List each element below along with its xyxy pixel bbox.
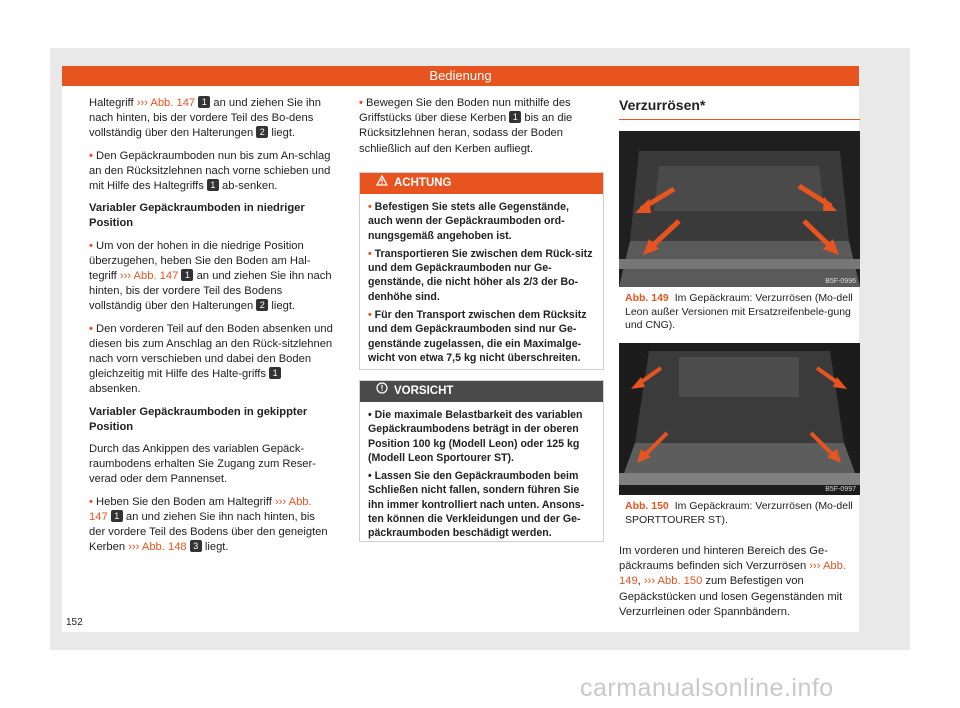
bullet-icon: • (89, 322, 93, 335)
list-item: • Die maximale Belastbarkeit des variablen Gepäckraumbodens beträgt in der oberen Position 100 kg (Modell Leon) oder 125 kg (Modell Leon Sportourer ST). (368, 409, 583, 464)
watermark-bar (0, 672, 960, 708)
page-number: 152 (66, 617, 83, 628)
callout-number: 3 (190, 540, 202, 552)
column-2 (359, 96, 603, 164)
list-item: • Transportieren Sie zwischen dem Rück-sitz und dem Gepäckraumboden nur Ge-genstände, die nicht höher als 2/3 der Bo-denhöhe sind. (368, 247, 593, 303)
column-1 (89, 96, 333, 562)
section-title: Verzurrösen* (619, 97, 706, 113)
bullet-icon: • (89, 495, 93, 508)
section-rule (619, 119, 860, 120)
figure-caption: Abb. 149 Im Gepäckraum: Verzurrösen (Mo-dell Leon außer Versionen mit Ersatzreifenbele-gung und CNG). (625, 292, 853, 331)
callout-number: 1 (269, 367, 281, 379)
bullet-icon: • (359, 97, 363, 109)
list-item: • Lassen Sie den Gepäckraumboden beim Schließen nicht fallen, sondern führen Sie ihn immer kontrolliert nach unten. Ansons-ten können die Verkleidungen und der Ge-päckraumboden beschädigt werden. (368, 470, 585, 540)
paragraph: Im vorderen und hinteren Bereich des Ge-päckraums befinden sich Verzurrösen ››› Abb. 149, ››› Abb. 150 zum Befestigen von Gepäckstücken und losen Gegenständen mit Verzurrleinen oder Spannbändern. (619, 545, 846, 618)
caution-header: VORSICHT (360, 381, 603, 402)
trunk-photo-leon (619, 131, 860, 287)
watermark-text: carmanualsonline.info (580, 674, 834, 702)
subheading: Variabler Gepäckraumboden in niedriger Position (89, 202, 305, 230)
callout-number: 1 (207, 179, 219, 191)
figure-label: Abb. 149 (625, 292, 669, 304)
warning-box (359, 172, 604, 370)
paragraph: Haltegriff ››› Abb. 147 1 an und ziehen Sie ihn nach hinten, bis der vordere Teil des Bo-dens vollständig über den Halterungen 2 liegt. (89, 97, 321, 140)
figure-reference[interactable]: ››› Abb. 149 (619, 560, 846, 588)
caution-body (360, 402, 603, 551)
warning-body (360, 194, 603, 375)
callout-number: 1 (111, 510, 123, 522)
callout-number: 2 (256, 299, 268, 311)
callout-number: 1 (198, 96, 210, 108)
list-item: • Für den Transport zwischen dem Rücksitz und dem Gepäckraumboden sind nur Ge-genstände zugelassen, die ein Maximalge-wicht von etwa 7,5 kg nicht überschreiten. (368, 309, 587, 364)
image-code: B5F-0996 (825, 278, 856, 285)
figure-reference[interactable]: ››› Abb. 148 (128, 541, 190, 554)
figure-reference[interactable]: ››› Abb. 150 (643, 575, 703, 588)
section-header: Bedienung (62, 66, 859, 86)
bullet-paragraph: • Den vorderen Teil auf den Boden absenken und diesen bis zum Anschlag an den Rück-sitzlehnen nach vorn verschieben und dabei den Boden gleichzeitig mit Hilfe des Halte-griffs 1 absenken. (89, 322, 333, 396)
bullet-paragraph: • Um von der hohen in die niedrige Position überzugehen, heben Sie den Boden am Hal-tegriff ››› Abb. 147 1 an und ziehen Sie ihn nach hinten, bis der vordere Teil des Bodens vollständig über den Halterungen 2 liegt. (89, 239, 332, 313)
warning-triangle-icon (376, 173, 388, 194)
figure-reference[interactable]: ››› Abb. 147 (119, 270, 182, 283)
bullet-paragraph: • Den Gepäckraumboden nun bis zum An-schlag an den Rücksitzlehnen nach vorne schieben und mit Hilfe des Haltegriffs 1 ab-senken. (89, 149, 331, 193)
list-item: • Befestigen Sie stets alle Gegenstände, auch wenn der Gepäckraumboden ord-nungsgemäß angehoben ist. (368, 201, 569, 242)
info-circle-icon (376, 381, 388, 402)
bullet-icon: • (89, 149, 93, 162)
callout-number: 1 (181, 269, 193, 281)
figure-label: Abb. 150 (625, 500, 669, 512)
subheading: Variabler Gepäckraumboden in gekippter Position (89, 405, 308, 433)
bullet-paragraph: • Heben Sie den Boden am Haltegriff ››› Abb. 147 1 an und ziehen Sie ihn nach hinten, bis der vordere Teil des Bodens über den geneigten Kerben ››› Abb. 148 3 liegt. (89, 495, 328, 554)
warning-header: ACHTUNG (360, 173, 603, 194)
trunk-photo-sportstourer (619, 343, 860, 495)
callout-number: 1 (509, 111, 521, 123)
image-code: B5F-0997 (825, 486, 856, 493)
bullet-paragraph: • Bewegen Sie den Boden nun mithilfe des Griffstücks über diese Kerben 1 bis an die Rücksitzlehnen heran, sodass der Boden schließlich auf den Kerben aufliegt. (359, 97, 573, 155)
paragraph: Durch das Ankippen des variablen Gepäck-raumbodens erhalten Sie Zugang zum Reser-verad oder dem Pannenset. (89, 443, 316, 486)
figure-reference[interactable]: ››› Abb. 147 (89, 495, 312, 523)
caution-box (359, 380, 604, 542)
figure-reference[interactable]: ››› Abb. 147 (136, 97, 199, 109)
figure-caption: Abb. 150 Im Gepäckraum: Verzurrösen (Mo-dell SPORTTOURER ST). (625, 500, 853, 526)
callout-number: 2 (256, 126, 268, 138)
bullet-icon: • (89, 239, 93, 252)
